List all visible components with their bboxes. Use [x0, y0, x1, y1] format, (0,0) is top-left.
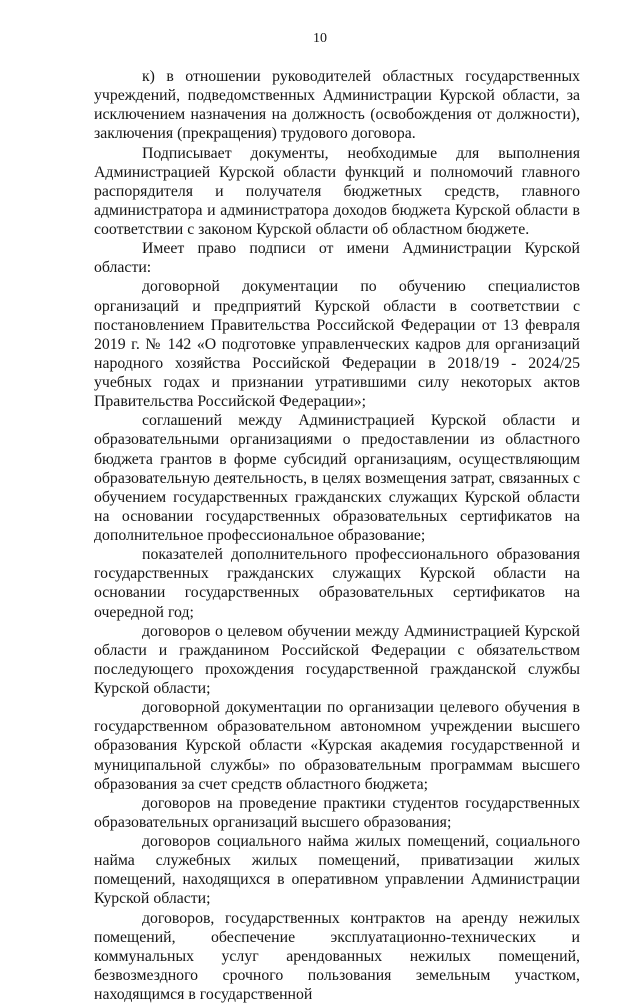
paragraph-education-indicators: показателей дополнительного профессионального образования государственных гражданских служащих Курской области на основании государственных образовательных сертификатов на очередной год;	[94, 545, 580, 622]
paragraph-targeted-training-agreements: договоров о целевом обучении между Администрацией Курской области и гражданином Российской Федерации с обязательством последующего прохождения государственной гражданской службы Курской области;	[94, 622, 580, 699]
paragraph-housing-contracts: договоров социального найма жилых помещений, социального найма служебных жилых помещений, приватизации жилых помещений, находящихся в оперативном управлении Администрации Курской области;	[94, 832, 580, 909]
paragraph-lease-contracts: договоров, государственных контрактов на аренду нежилых помещений, обеспечение эксплуатационно-технических и коммунальных услуг арендованных нежилых помещений, безвозмездного срочного пользования земельным участком, находящимся в государственной	[94, 909, 580, 1004]
paragraph-student-internships: договоров на проведение практики студентов государственных образовательных организаций высшего образования;	[94, 794, 580, 832]
paragraph-signs-documents: Подписывает документы, необходимые для выполнения Администрацией Курской области функций и полномочий главного распорядителя и получателя бюджетных средств, главного администратора и администратора доходов бюджета Курской области в соответствии с законом Курской области об областном бюджете.	[94, 144, 580, 240]
paragraph-grant-agreements: соглашений между Администрацией Курской области и образовательными организациями о предоставлении из областного бюджета грантов в форме субсидий организациям, осуществляющим образовательную деятельность, в целях возмещения затрат, связанных с обучением государственных гражданских служащих Курской области на основании государственных образовательных сертификатов на дополнительное профессиональное образование;	[94, 411, 580, 545]
paragraph-signing-rights-intro: Имеет право подписи от имени Администрации Курской области:	[94, 239, 580, 277]
paragraph-academy-targeted-training: договорной документации по организации целевого обучения в государственном образовательном автономном учреждении высшего образования Курской области «Курская академия государственной и муниципальной службы» по образовательным программам высшего образования за счет средств областного бюджета;	[94, 698, 580, 794]
paragraph-training-contracts: договорной документации по обучению специалистов организаций и предприятий Курской области в соответствии с постановлением Правительства Российской Федерации от 13 февраля 2019 г. № 142 «О подготовке управленческих кадров для организаций народного хозяйства Российской Федерации в 2018/19 - 2024/25 учебных годах и признании утратившими силу некоторых актов Правительства Российской Федерации»;	[94, 277, 580, 411]
paragraph-item-k: к) в отношении руководителей областных государственных учреждений, подведомственных Администрации Курской области, за исключением назначения на должность (освобождения от должности), заключения (прекращения) трудового договора.	[94, 67, 580, 144]
document-body	[94, 67, 580, 1004]
page-number: 10	[0, 30, 640, 48]
